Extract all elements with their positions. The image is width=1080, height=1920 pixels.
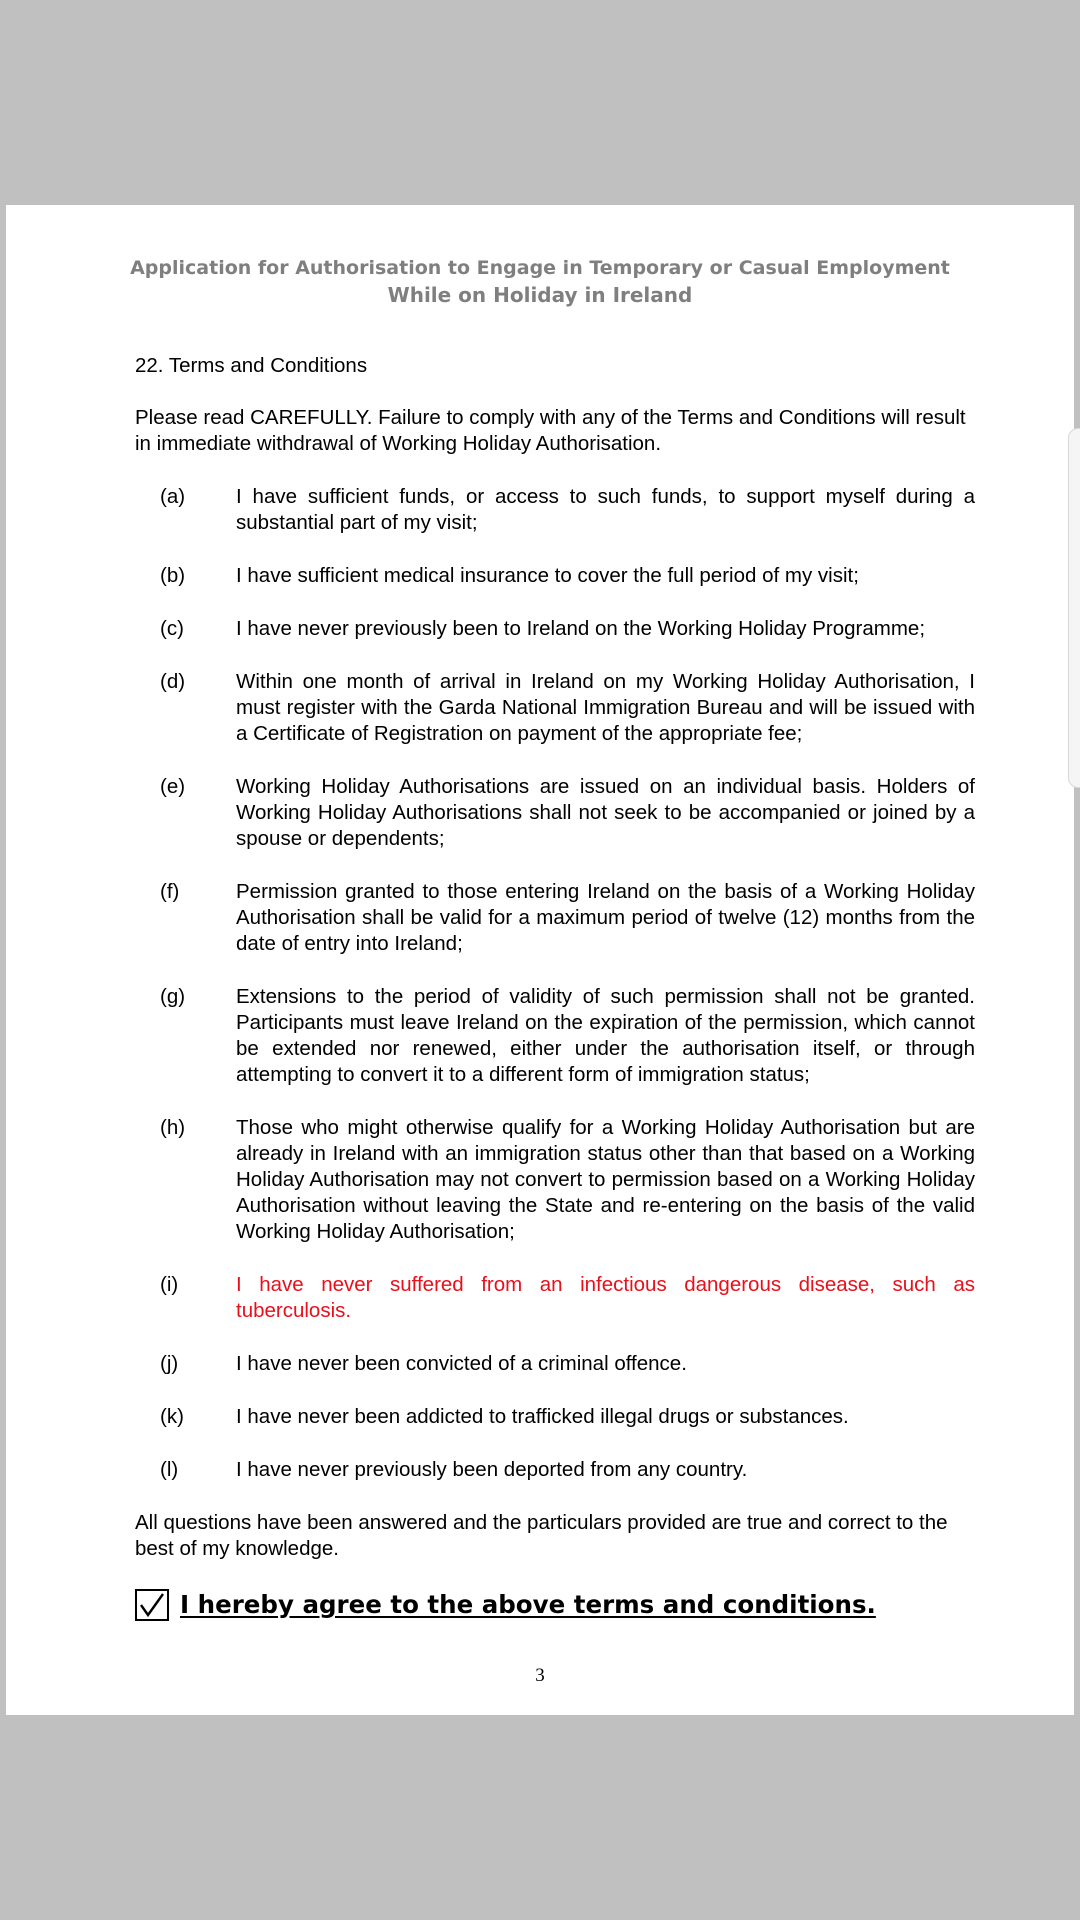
term-letter: (d): [160, 670, 186, 693]
term-letter: (e): [160, 775, 186, 798]
term-text: I have never previously been deported from any country.: [236, 1458, 748, 1481]
term-letter: (l): [160, 1458, 179, 1481]
term-text: I have sufficient funds, or access to such funds, to support myself during a substantial part of my visit;: [236, 485, 975, 534]
document-page: [6, 205, 1074, 1715]
header-title-line-2: While on Holiday in Ireland: [387, 283, 693, 307]
terms-list: [135, 484, 975, 1483]
term-text: I have sufficient medical insurance to cover the full period of my visit;: [236, 564, 859, 587]
term-item-e: [135, 774, 975, 852]
term-item-h: [135, 1115, 975, 1245]
intro-paragraph: Please read CAREFULLY. Failure to comply with any of the Terms and Conditions will result in immediate withdrawal of Working Holiday Authorisation.: [135, 406, 966, 455]
agreement-row: [135, 1589, 975, 1621]
term-item-i: [135, 1272, 975, 1324]
term-letter: (h): [160, 1116, 186, 1139]
term-text: Permission granted to those entering Ireland on the basis of a Working Holiday Authorisation shall be valid for a maximum period of twelve (12) months from the date of entry into Ireland;: [236, 880, 975, 955]
agreement-label: I hereby agree to the above terms and conditions.: [180, 1590, 876, 1619]
term-text: I have never been convicted of a criminal offence.: [236, 1352, 687, 1375]
section-title: 22. Terms and Conditions: [135, 354, 368, 377]
term-item-f: [135, 879, 975, 957]
term-text: Extensions to the period of validity of such permission shall not be granted. Participants must leave Ireland on the expiration of the permission, which cannot be extended nor renewed, either under the authorisation itself, or through attempting to convert it to a different form of immigration status;: [236, 985, 975, 1086]
term-letter: (f): [160, 880, 180, 903]
term-letter: (c): [160, 617, 184, 640]
agreement-checkbox[interactable]: [135, 1589, 169, 1621]
term-text: Working Holiday Authorisations are issued on an individual basis. Holders of Working Holiday Authorisations shall not seek to be accompanied or joined by a spouse or dependents;: [236, 775, 975, 850]
closing-statement: All questions have been answered and the particulars provided are true and correct to the best of my knowledge.: [135, 1511, 948, 1560]
term-letter: (i): [160, 1273, 179, 1296]
term-item-a: [135, 484, 975, 536]
term-text-highlighted: I have never suffered from an infectious dangerous disease, such as tuberculosis.: [236, 1273, 975, 1322]
term-item-c: [135, 616, 975, 642]
term-letter: (b): [160, 564, 186, 587]
term-text: Within one month of arrival in Ireland on my Working Holiday Authorisation, I must register with the Garda National Immigration Bureau and will be issued with a Certificate of Registration on payment of the appropriate fee;: [236, 670, 975, 745]
term-item-g: [135, 984, 975, 1088]
term-letter: (k): [160, 1405, 184, 1428]
document-content: [135, 353, 975, 1621]
term-letter: (g): [160, 985, 186, 1008]
term-text: Those who might otherwise qualify for a Working Holiday Authorisation but are already in Ireland with an immigration status other than that based on a Working Holiday Authorisation may not convert to permission based on a Working Holiday Authorisation without leaving the State and re-entering on the basis of the valid Working Holiday Authorisation;: [236, 1116, 975, 1243]
term-item-l: [135, 1457, 975, 1483]
term-letter: (a): [160, 485, 186, 508]
scroll-handle[interactable]: [1068, 428, 1080, 788]
document-header: [6, 255, 1074, 309]
term-item-j: [135, 1351, 975, 1377]
term-item-d: [135, 669, 975, 747]
page-number: 3: [535, 1665, 545, 1686]
term-text: I have never previously been to Ireland on the Working Holiday Programme;: [236, 617, 926, 640]
header-title-line-1: Application for Authorisation to Engage in Temporary or Casual Employment: [130, 257, 950, 279]
term-item-b: [135, 563, 975, 589]
term-letter: (j): [160, 1352, 179, 1375]
checkmark-icon: [138, 1592, 166, 1618]
term-text: I have never been addicted to trafficked illegal drugs or substances.: [236, 1405, 849, 1428]
term-item-k: [135, 1404, 975, 1430]
